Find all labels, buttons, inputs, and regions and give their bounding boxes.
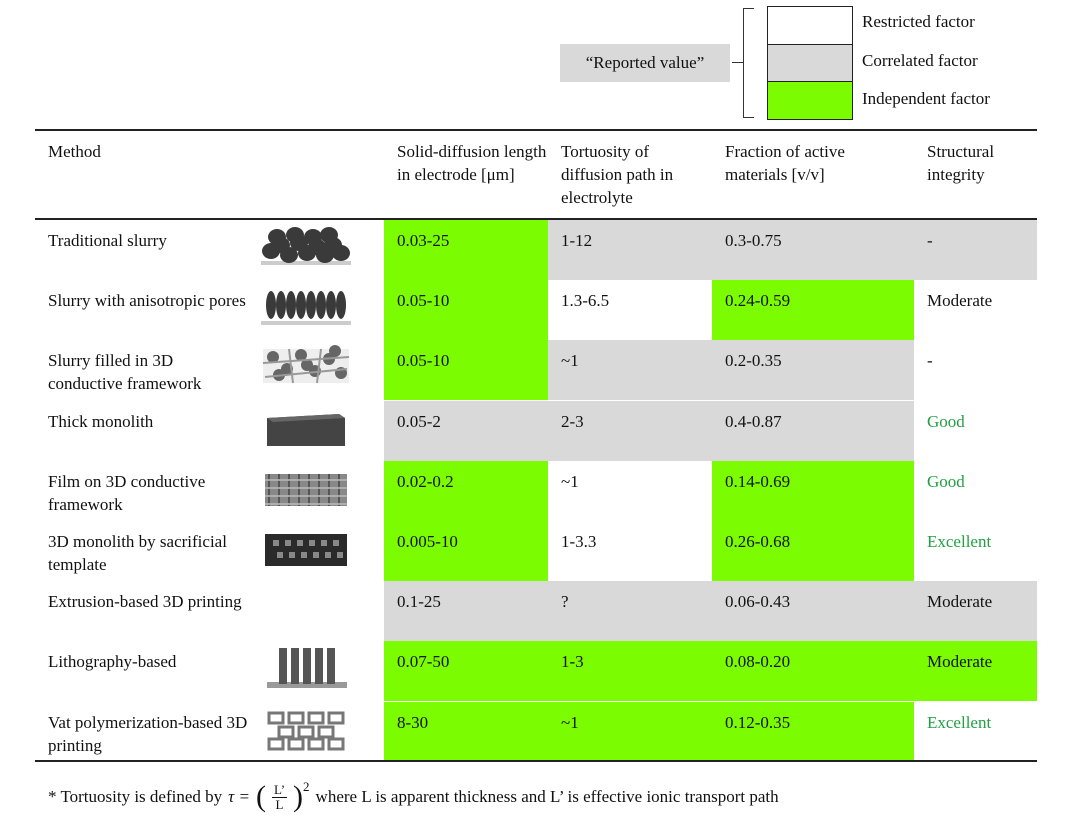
solid-diffusion-cell: 0.05-2 [384, 401, 548, 461]
table-row [35, 401, 1037, 461]
fraction-numerator: L’ [273, 781, 286, 797]
anisotropic-pores-icon [259, 283, 353, 329]
framework-slurry-icon [259, 343, 353, 389]
table-row [35, 461, 1037, 521]
structural-integrity-cell: Moderate [914, 641, 1037, 701]
tortuosity-cell: 1-12 [548, 220, 712, 280]
lithography-pillars-icon [259, 644, 353, 690]
table-row [35, 280, 1037, 340]
left-paren: ( [255, 780, 266, 813]
lattice-printing-icon [259, 705, 353, 751]
table-row [35, 581, 1037, 641]
legend-restricted-label: Restricted factor [862, 12, 975, 31]
tortuosity-cell: 1-3.3 [548, 521, 712, 581]
table-bottom-rule [35, 760, 1037, 762]
active-fraction-cell: 0.14-0.69 [712, 461, 914, 521]
solid-diffusion-cell: 0.03-25 [384, 220, 548, 280]
solid-diffusion-cell: 0.005-10 [384, 521, 548, 581]
active-fraction-cell: 0.24-0.59 [712, 280, 914, 340]
method-cell: Lithography-based [48, 652, 177, 672]
structural-integrity-cell: Good [914, 461, 1037, 521]
solid-diffusion-cell: 0.07-50 [384, 641, 548, 701]
structural-integrity-cell: Moderate [914, 581, 1037, 641]
structural-integrity-cell: Excellent [914, 521, 1037, 581]
header-method: Method [48, 142, 101, 161]
footnote-prefix: * Tortuosity is defined by [48, 787, 223, 806]
active-fraction-cell: 0.06-0.43 [712, 581, 914, 641]
legend-correlated-label: Correlated factor [862, 51, 978, 70]
structural-integrity-cell: Excellent [914, 702, 1037, 762]
exponent: 2 [303, 779, 310, 794]
header-active-fraction: Fraction of active materials [v/v] [725, 142, 845, 184]
film-framework-icon [259, 464, 353, 510]
method-cell: Vat polymerization-based 3D printing [48, 712, 248, 755]
method-cell: Slurry with anisotropic pores [48, 291, 246, 311]
active-fraction-cell: 0.12-0.35 [712, 702, 914, 762]
method-cell: Film on 3D conductive framework [48, 471, 206, 514]
structural-integrity-cell: - [914, 340, 1037, 400]
restricted-swatch [768, 7, 852, 44]
footnote [48, 779, 779, 813]
table-row [35, 521, 1037, 581]
tortuosity-cell: ~1 [548, 461, 712, 521]
tortuosity-cell: ? [548, 581, 712, 641]
active-fraction-cell: 0.3-0.75 [712, 220, 914, 280]
sacrificial-template-icon [259, 524, 353, 570]
active-fraction-cell: 0.08-0.20 [712, 641, 914, 701]
header-structural-integrity: Structural integrity [927, 142, 995, 184]
independent-swatch [768, 81, 852, 119]
solid-diffusion-cell: 0.02-0.2 [384, 461, 548, 521]
method-cell: Slurry filled in 3D conductive framework [48, 351, 202, 394]
active-fraction-cell: 0.2-0.35 [712, 340, 914, 400]
method-cell: Extrusion-based 3D printing [48, 592, 242, 612]
method-cell: Thick monolith [48, 411, 154, 431]
tortuosity-cell: 1-3 [548, 641, 712, 701]
tau-symbol: τ = [228, 787, 250, 806]
solid-diffusion-cell: 8-30 [384, 702, 548, 762]
table-top-rule [35, 129, 1037, 131]
solid-diffusion-cell: 0.05-10 [384, 340, 548, 400]
fraction-denominator: L [275, 796, 284, 812]
legend-swatches [767, 6, 853, 120]
legend-brace [743, 8, 754, 118]
method-cell: 3D monolith by sacrificial template [48, 532, 227, 574]
solid-diffusion-cell: 0.05-10 [384, 280, 548, 340]
tortuosity-cell: 1.3-6.5 [548, 280, 712, 340]
correlated-swatch [768, 44, 852, 82]
tortuosity-cell: ~1 [548, 702, 712, 762]
header-tortuosity: Tortuosity of diffusion path in electrolyte [561, 142, 674, 207]
table-row [35, 641, 1037, 701]
reported-value-box [560, 44, 730, 82]
right-paren: ) [293, 780, 304, 813]
fraction [272, 783, 287, 812]
structural-integrity-cell: Good [914, 401, 1037, 461]
header-solid-diffusion: Solid-diffusion length in electrode [μm] [397, 142, 547, 184]
legend-independent-label: Independent factor [862, 89, 990, 108]
tortuosity-cell: ~1 [548, 340, 712, 400]
method-cell: Traditional slurry [48, 231, 167, 250]
table-row [35, 702, 1037, 762]
active-fraction-cell: 0.26-0.68 [712, 521, 914, 581]
table-row [35, 340, 1037, 400]
tortuosity-cell: 2-3 [548, 401, 712, 461]
structural-integrity-cell: - [914, 220, 1037, 280]
solid-diffusion-cell: 0.1-25 [384, 581, 548, 641]
active-fraction-cell: 0.4-0.87 [712, 401, 914, 461]
table-row [35, 220, 1037, 280]
footnote-suffix: where L is apparent thickness and L’ is effective ionic transport path [315, 787, 779, 806]
reported-value-label: “Reported value” [585, 53, 705, 72]
structural-integrity-cell: Moderate [914, 280, 1037, 340]
monolith-block-icon [259, 404, 353, 450]
slurry-particles-icon [259, 223, 353, 269]
